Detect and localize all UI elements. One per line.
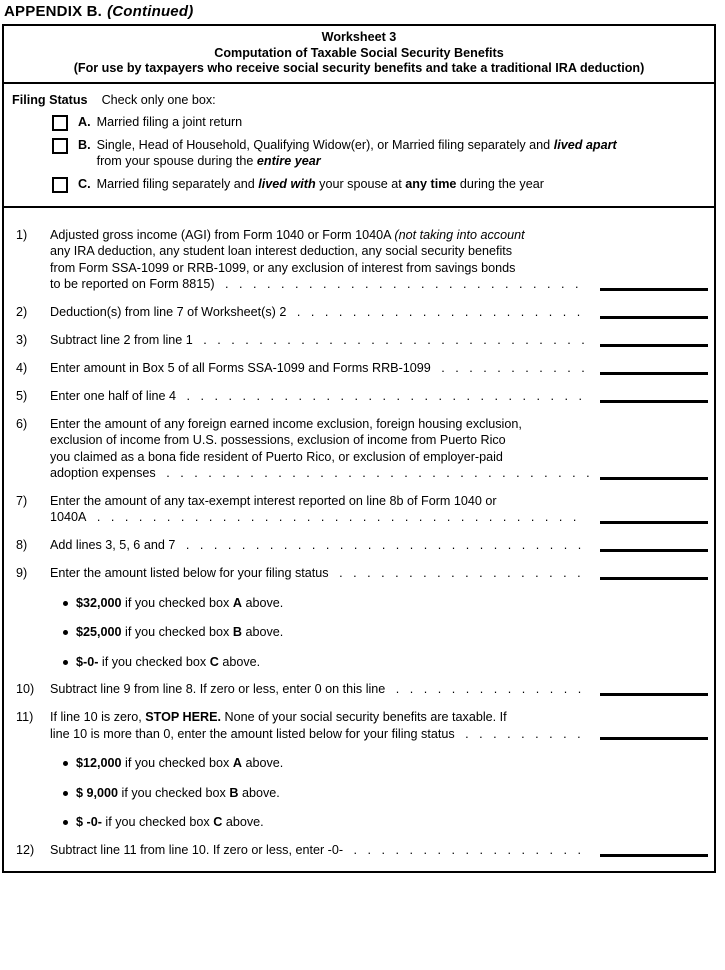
line-item-2 xyxy=(16,304,708,321)
line-text: Add lines 3, 5, 6 and 7 xyxy=(50,537,176,552)
filing-status-section xyxy=(4,84,714,208)
answer-line-4[interactable] xyxy=(600,360,708,375)
dot-leader: . . . . . . . . . . . . . . . . . . . . . . . . . . . . . . . . . . . xyxy=(86,510,577,525)
answer-line-7[interactable] xyxy=(600,509,708,524)
dot-leader: . . . . . . . . . . . . . . xyxy=(385,682,582,697)
bullet-icon xyxy=(63,630,68,635)
bullet-icon xyxy=(63,601,68,606)
line-9-bullet-a xyxy=(63,595,708,612)
appendix-title xyxy=(4,3,725,20)
filing-checkbox-a[interactable] xyxy=(52,115,68,131)
line-text: Adjusted gross income (AGI) from Form 1040 or Form 1040A (not taking into account any IRA deduction, any student loan interest deduction, any social security benefits from Form SSA-1099 or RRB-1099, or any exclusion of interest from savings bonds to be reported on Form 8815) xyxy=(50,227,525,292)
bullet-text: $-0- if you checked box C above. xyxy=(76,654,261,669)
line-9-bullet-b xyxy=(63,624,708,641)
line-number: 3) xyxy=(16,332,28,347)
line-item-3 xyxy=(16,332,708,349)
dot-leader: . . . . . . . . . . . . . . . . . . . . . . . . . . . . . xyxy=(176,388,582,403)
line-item-1 xyxy=(16,227,708,293)
line-number: 1) xyxy=(16,227,28,242)
worksheet-title-line-1: Worksheet 3 xyxy=(321,30,397,44)
bullet-text: $32,000 if you checked box A above. xyxy=(76,595,284,610)
bullet-text: $25,000 if you checked box B above. xyxy=(76,625,284,640)
dot-leader: . . . . . . . . . . . . . . . . . . . . . . . . . . . . . . . xyxy=(155,466,590,481)
dot-leader: . . . . . . . . . . . . . . . . . . . . . xyxy=(286,304,581,319)
line-text: Enter amount in Box 5 of all Forms SSA-1099 and Forms RRB-1099 xyxy=(50,360,431,375)
dot-leader: . . . . . . . . . . . xyxy=(430,360,585,375)
bullet-icon xyxy=(63,820,68,825)
dot-leader: . . . . . . . . . . . . . . . . . xyxy=(343,842,582,857)
answer-line-11[interactable] xyxy=(600,725,708,740)
line-item-11 xyxy=(16,709,708,831)
bullet-text: $12,000 if you checked box A above. xyxy=(76,756,284,771)
line-text: Subtract line 11 from line 10. If zero or less, enter -0- xyxy=(50,842,344,857)
appendix-title-continued: (Continued) xyxy=(107,3,194,20)
line-item-4 xyxy=(16,360,708,377)
worksheet-box xyxy=(2,24,716,873)
line-text: Subtract line 2 from line 1 xyxy=(50,332,193,347)
filing-status-instruction: Check only one box: xyxy=(101,92,216,107)
bullet-icon xyxy=(63,660,68,665)
line-text: Subtract line 9 from line 8. If zero or less, enter 0 on this line xyxy=(50,682,386,697)
line-item-12 xyxy=(16,842,708,859)
line-item-9 xyxy=(16,565,708,671)
answer-line-5[interactable] xyxy=(600,388,708,403)
answer-line-9[interactable] xyxy=(600,565,708,580)
worksheet-lines-section xyxy=(4,208,714,871)
line-11-bullet-c xyxy=(63,814,708,831)
dot-leader: . . . . . . . . . . . . . . . . . . . . . . . . . . . . . xyxy=(175,537,582,552)
answer-line-8[interactable] xyxy=(600,537,708,552)
line-text: Deduction(s) from line 7 of Worksheet(s) 2 xyxy=(50,304,287,319)
line-text: Enter the amount listed below for your filing status xyxy=(50,565,329,580)
filing-option-b-letter: B. xyxy=(78,137,91,152)
filing-checkbox-c[interactable] xyxy=(52,177,68,193)
line-number: 11) xyxy=(16,710,34,725)
line-number: 12) xyxy=(16,842,35,857)
line-number: 4) xyxy=(16,360,28,375)
bullet-text: $ -0- if you checked box C above. xyxy=(76,815,264,830)
line-item-10 xyxy=(16,681,708,698)
line-9-bullet-c xyxy=(63,654,708,671)
filing-status-label: Filing Status xyxy=(12,92,88,107)
filing-status-header xyxy=(12,92,704,108)
line-item-8 xyxy=(16,537,708,554)
dot-leader: . . . . . . . . . . . . . . . . . . . . . . . . . . xyxy=(214,277,579,292)
filing-option-a xyxy=(52,114,704,131)
answer-line-10[interactable] xyxy=(600,681,708,696)
line-number: 10) xyxy=(16,682,35,697)
line-number: 9) xyxy=(16,565,28,580)
line-text: If line 10 is zero, STOP HERE. None of your social security benefits are taxable. If line 10 is more than 0, enter the amount listed below for your filing status xyxy=(50,710,507,741)
line-11-bullet-a xyxy=(63,755,708,772)
worksheet-title-line-2: Computation of Taxable Social Security Benefits xyxy=(214,45,504,60)
dot-leader: . . . . . . . . . . . . . . . . . . xyxy=(328,565,581,580)
line-item-7 xyxy=(16,493,708,526)
answer-line-2[interactable] xyxy=(600,304,708,319)
answer-line-1[interactable] xyxy=(600,276,708,291)
answer-line-3[interactable] xyxy=(600,332,708,347)
filing-option-b xyxy=(52,137,704,170)
filing-option-b-label: Single, Head of Household, Qualifying Widow(er), or Married filing separately and lived apart from your spouse during the entire year xyxy=(96,137,617,169)
dot-leader: . . . . . . . . . xyxy=(454,726,581,741)
filing-option-a-letter: A. xyxy=(78,114,91,129)
filing-option-c-letter: C. xyxy=(78,176,91,191)
line-11-bullet-b xyxy=(63,785,708,802)
dot-leader: . . . . . . . . . . . . . . . . . . . . . . . . . . . . xyxy=(192,332,585,347)
line-number: 2) xyxy=(16,304,28,319)
worksheet-title-line-3: (For use by taxpayers who receive social security benefits and take a traditional IRA deduction) xyxy=(73,61,645,76)
worksheet-title-section xyxy=(4,26,714,84)
line-number: 7) xyxy=(16,493,28,508)
answer-line-6[interactable] xyxy=(600,465,708,480)
answer-line-12[interactable] xyxy=(600,842,708,857)
line-number: 8) xyxy=(16,537,28,552)
line-item-5 xyxy=(16,388,708,405)
line-text: Enter the amount of any tax-exempt interest reported on line 8b of Form 1040 or 1040A xyxy=(50,493,497,525)
line-text: Enter the amount of any foreign earned income exclusion, foreign housing exclusion, exclusion of income from U.S. possessions, exclusion of income from Puerto Rico you claimed as a bona fide resident of Puerto Rico, or exclusion of employer-paid adoption expenses xyxy=(50,416,522,481)
appendix-title-prefix: APPENDIX B. xyxy=(4,3,103,20)
filing-option-c xyxy=(52,176,704,193)
line-item-6 xyxy=(16,416,708,482)
bullet-text: $ 9,000 if you checked box B above. xyxy=(76,785,280,800)
line-number: 6) xyxy=(16,416,28,431)
filing-option-c-label: Married filing separately and lived with your spouse at any time during the year xyxy=(96,176,544,191)
line-text: Enter one half of line 4 xyxy=(50,388,177,403)
line-number: 5) xyxy=(16,388,28,403)
bullet-icon xyxy=(63,761,68,766)
filing-checkbox-b[interactable] xyxy=(52,138,68,154)
filing-option-a-label: Married filing a joint return xyxy=(96,114,243,129)
bullet-icon xyxy=(63,791,68,796)
